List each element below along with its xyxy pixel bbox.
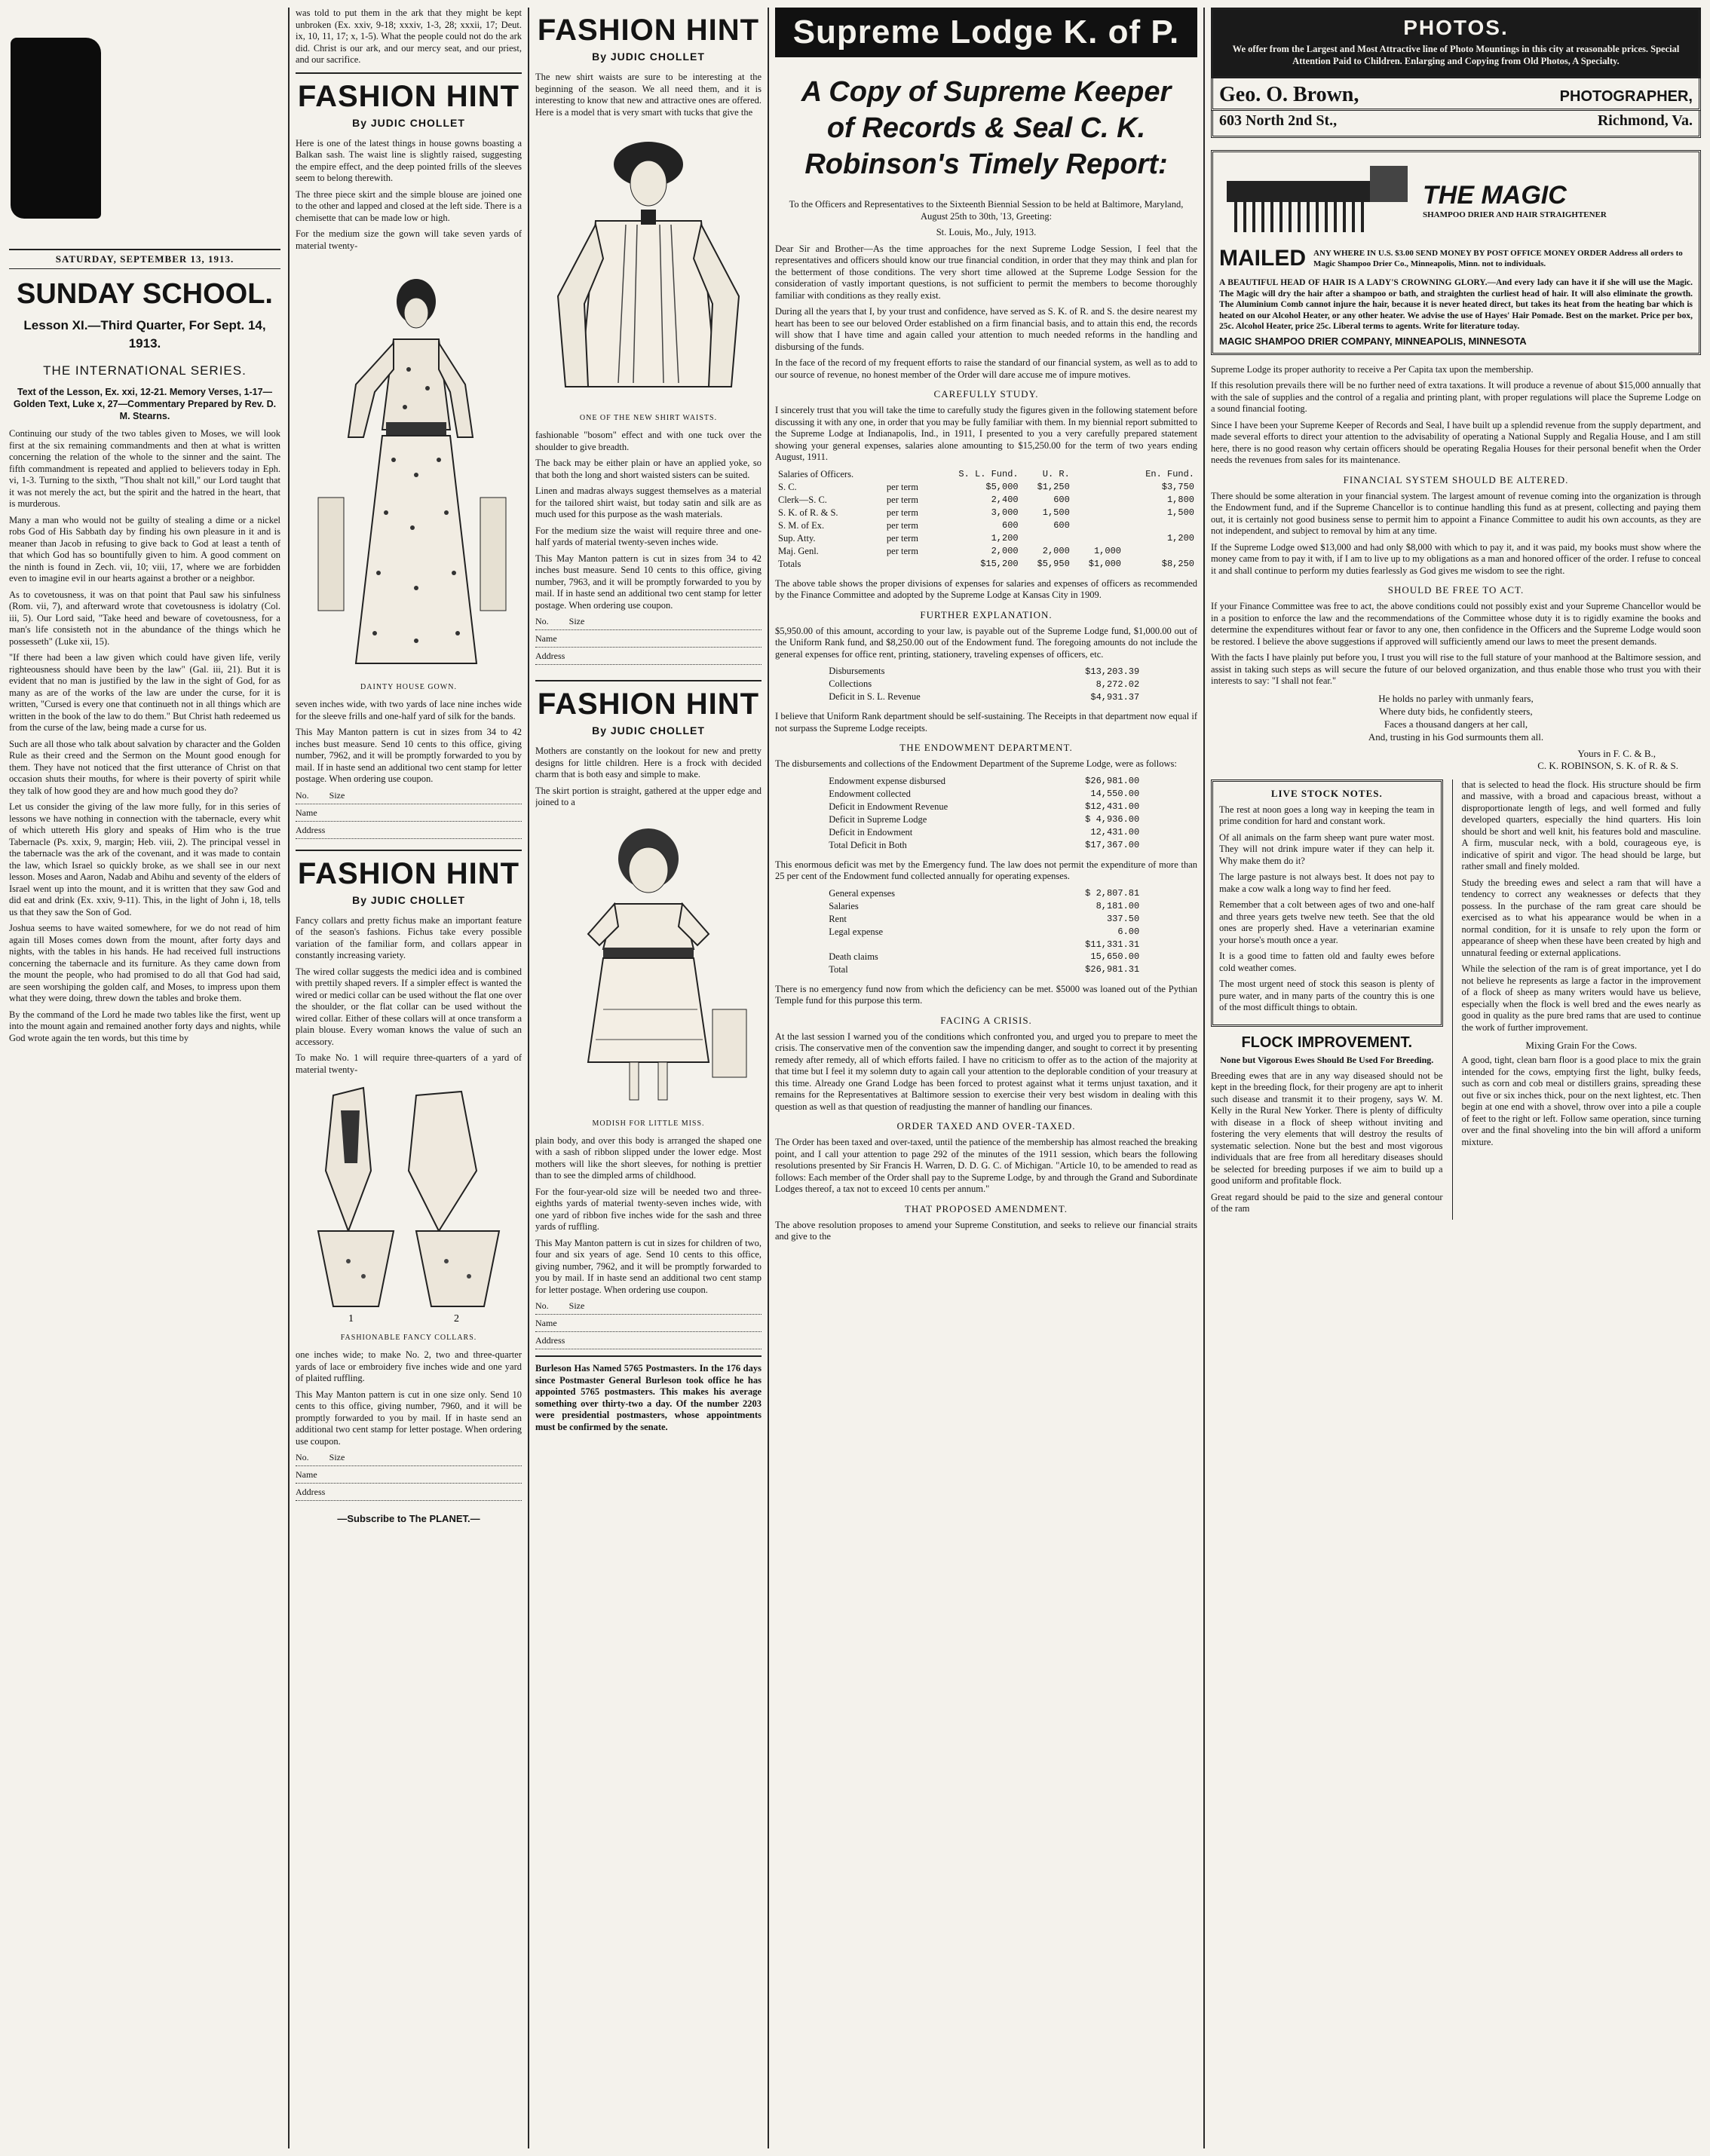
- table-cell: $4,931.37: [1090, 691, 1140, 703]
- table-cell: [1073, 494, 1124, 507]
- paragraph: If this resolution prevails there will be no further need of extra taxations. It will produce a revenue of about $15,000 annually that with the sale of supplies and the control of a regalia and printing plant, with proper regulations will place the Supreme Lodge on a sound financial footing.: [1211, 380, 1701, 414]
- coupon-address-label: Address: [296, 1487, 326, 1497]
- table-row: [775, 532, 1197, 545]
- table-header: U. R.: [1042, 469, 1070, 479]
- table-cell: 2,000: [1042, 546, 1070, 556]
- paragraph: It is a good time to fatten old and faulty ewes before cold weather comes.: [1219, 951, 1435, 973]
- little-miss-frock-illustration: [543, 813, 754, 1115]
- coupon-no-label: No.: [535, 616, 549, 626]
- photographer-city: Richmond, Va.: [1597, 112, 1693, 129]
- table-cell: [1124, 545, 1197, 558]
- table-cell: 12,431.00: [1090, 827, 1140, 838]
- photos-ad-title: PHOTOS.: [1403, 16, 1509, 39]
- table-cell: $11,331.31: [1085, 939, 1140, 950]
- salutation: To the Officers and Representatives to the Sixteenth Biennial Session to be held at Baltimore, Maryland, August 25th to 30th, '13, Greeting:: [789, 199, 1184, 222]
- live-stock-box: [1211, 779, 1443, 1027]
- sunday-school-body: [9, 428, 280, 1044]
- table-cell: $26,981.31: [1085, 964, 1140, 975]
- table-cell: [1073, 519, 1124, 532]
- table-row: [775, 558, 1197, 571]
- table-cell: $26,981.00: [1085, 776, 1140, 786]
- paragraph: The above resolution proposes to amend your Supreme Constitution, and seeks to relieve our financial straits and give to the: [775, 1219, 1197, 1242]
- subscribe-line: —Subscribe to The PLANET.—: [337, 1513, 480, 1524]
- paragraph: The Order has been taxed and over-taxed, until the patience of the membership has almost reached the breaking point, and I call your attention to page 292 of the minutes of the 1911 session, which bears the following resolutions presented by Sir Francis H. Warren, D. D. G. C. of Michigan. "Article 10, to be amended to read as follows: Each member of the Order shall pay to the Supreme Lodge, by and through the Grand and Subordinate Lodges thereof, a tax not to exceed 10 cents per annum.": [775, 1137, 1197, 1194]
- column-rule: [288, 8, 290, 2148]
- paragraph: Fancy collars and pretty fichus make an important feature of the season's fashions. Fichus take every possible variation of the familiar form, and collars appear in constantly increasing variety.: [296, 914, 522, 960]
- table-row: [826, 788, 1142, 801]
- paragraph: Study the breeding ewes and select a ram that will have a tendency to correct any weaknesses or defects that they possess. In the purchase of the ram great care should be exercised as to what his appearance would be when in a normal condition, for it is unsafe to rely upon the form or appearance of sheep when these have been created by high and unnatural feeding or external applications.: [1461, 877, 1701, 958]
- table-cell: $ 4,936.00: [1085, 814, 1140, 825]
- photographer-trade: PHOTOGRAPHER,: [1559, 88, 1693, 105]
- paragraph: At the last session I warned you of the conditions which confronted you, and urged you to prepare to meet the crisis. The conservative men of the convention saw the impending danger, and sought to correct it by presenting remedy after remedy, all of which efforts failed. I have no criticism to offer as to the action of the majority at that time but I feel it my solemn duty to again call your attention to the deplorable condition of your treasury at this time. Already one Grand Lodge has been forced to protest against what it terms unjust taxation, and it remains for the Representatives at Baltimore session to exercise their very best wisdom in dealing with this question as well as that question of readjusting the manner of handling our finances.: [775, 1031, 1197, 1112]
- table-cell: [1073, 507, 1124, 519]
- table-cell: 2,000: [991, 546, 1019, 556]
- table-header-row: [775, 468, 1197, 481]
- paragraph: Great regard should be paid to the size and general contour of the ram: [1211, 1191, 1443, 1214]
- table-cell: 600: [1053, 520, 1070, 531]
- column-right: [1211, 8, 1701, 2148]
- illustration-caption: MODISH FOR LITTLE MISS.: [592, 1119, 705, 1128]
- table-cell: S. M. of Ex.: [778, 519, 825, 531]
- section-heading: THAT PROPOSED AMENDMENT.: [904, 1202, 1068, 1214]
- magic-body: A BEAUTIFUL HEAD OF HAIR IS A LADY'S CROWNING GLORY.—And every lady can have it if she will use the Magic. The Magic will dry the hair after a shampoo or bath, and straighten the curliest head of hair. It will also eliminate the growth. The Aluminium Comb cannot injure the hair, because it is never heated direct, but takes its heat from the heating bar which is heated on our Alcohol Heater, or any other heater. We advise the use of Hayes' Hair Pomade. Best on the market. Price per box, 25c. Alcohol Heater, price 25c. Liberal terms to agents. Write for literature today.: [1219, 278, 1693, 331]
- expense-table: [826, 887, 1142, 976]
- magic-shampoo-ad: [1211, 150, 1701, 355]
- poem-line: Faces a thousand dangers at her call,: [1384, 718, 1528, 730]
- table-cell: Endowment expense disbursed: [829, 775, 946, 786]
- table-cell: Total Deficit in Both: [829, 839, 907, 850]
- photos-ad: [1211, 8, 1701, 78]
- table-cell: 8,272.02: [1096, 678, 1140, 690]
- section-heading: SHOULD BE FREE TO ACT.: [1387, 584, 1525, 596]
- table-row: [775, 494, 1197, 507]
- table-cell: General expenses: [829, 887, 895, 899]
- table-row: [775, 519, 1197, 532]
- poem-line: And, trusting in his God surmounts them all.: [1368, 730, 1544, 743]
- fashion-hint-title: FASHION HINT: [297, 79, 520, 113]
- live-stock-title: LIVE STOCK NOTES.: [1270, 787, 1383, 799]
- paragraph: Linen and madras always suggest themselves as a material for the tailored shirt waist, but today satin and silk are as much used for this purpose as the wash materials.: [535, 485, 762, 519]
- table-cell: $13,203.39: [1085, 666, 1140, 677]
- table-header: S. L. Fund.: [958, 469, 1019, 479]
- paragraph: Supreme Lodge its proper authority to receive a Per Capita tax upon the membership.: [1211, 363, 1534, 375]
- paragraph: seven inches wide, with two yards of lace nine inches wide for the sleeve frills and one-half yard of silk for the bands.: [296, 699, 522, 721]
- illustration-caption: ONE OF THE NEW SHIRT WAISTS.: [579, 414, 718, 422]
- paragraph: If the Supreme Lodge owed $13,000 and had only $8,000 with which to pay it, and it was paid, my books must show where the money came from to pay it with, if I am to live up to my obligations as a man and honored officer of the order. I refuse to conceal it and shall continue to perform my duties fearlessly as God gives me wisdom to see the right.: [1211, 541, 1701, 576]
- paragraph: Breeding ewes that are in any way diseased should not be kept in the breeding flock, for their progeny are apt to inherit such disease and transmit it to their progeny, says W. M. Kelly in the Rural New Yorker. There is plenty of difficulty with disease in a flock of sheep without inviting and fostering the very elements that will destroy the results of systematic selection. None but the best and most vigorous individuals that are free from all hereditary diseases should be selected for breeding purposes if we aim to build up a good uniform and profitable flock.: [1211, 1070, 1443, 1186]
- table-cell: Clerk—S. C.: [778, 494, 827, 505]
- coupon-no-label: No.: [296, 1452, 309, 1462]
- sunday-school-title: SUNDAY SCHOOL.: [17, 278, 273, 310]
- table-cell: S. C.: [778, 481, 797, 492]
- table-cell: $17,367.00: [1085, 840, 1140, 850]
- paragraph: This May Manton pattern is cut in sizes from 34 to 42 inches bust measure. Send 10 cents to this office, giving number, 7962, and it will be promptly forwarded to you by mail. If in haste send an additional two cent stamp for letter postage. When ordering use coupon.: [296, 727, 522, 784]
- table-cell: 337.50: [1106, 914, 1140, 924]
- coupon-name-label: Name: [296, 807, 317, 818]
- paragraph: The disbursements and collections of the Endowment Department of the Supreme Lodge, were as follows:: [775, 758, 1177, 769]
- table-row: [826, 826, 1142, 839]
- paragraph: Continuing our study of the two tables given to Moses, we will look first at the six remaining commandments and then at what is written concerning the relation of the whole to the sinner and the saint. The fifth commandment is repeated and applied to believers today in Eph. vi, 1-3. Turning to the sixth, "Thou shalt not kill," our Lord taught that it was not merely the act, but the spirit and the hatred in the heart, that is murderous.: [9, 428, 280, 509]
- paragraph: fashionable "bosom" effect and with one tuck over the shoulder to give breadth.: [535, 430, 762, 452]
- paragraph: Joshua seems to have waited somewhere, for we do not read of him again till Moses comes down from the mount, after forty days and nights, with the tables in his hands. He had received full instructions concerning the tabernacle and its furniture. As they came down from the mount the people, who had promised to do all that God had said, are seen worshiping the golden calf, and Moses, to impress upon them what they were doing, threw down the tables and broke them.: [9, 923, 280, 1003]
- coupon-address-label: Address: [535, 1335, 565, 1346]
- poem-line: He holds no parley with unmanly fears,: [1378, 692, 1534, 704]
- lesson-heading: Lesson XI.—Third Quarter, For Sept. 14, 1913.: [23, 318, 266, 351]
- sunday-school-continued: was told to put them in the ark that they might be kept unbroken (Ex. xxiv, 9-18; xxxiv, 1-3, 28; xxxii, 17; Deut. ix, 10, 11, 17; x, 1-5). What the people could not do the ark did. Christ is our ark, and our mercy seat, and our priest, and our sacrifice.: [296, 8, 522, 65]
- photographer-block: [1211, 78, 1701, 111]
- column-sunday-school: [9, 8, 280, 2148]
- table-cell: S. K. of R. & S.: [778, 507, 838, 518]
- paragraph: $5,950.00 of this amount, according to your law, is payable out of the Supreme Lodge fund, $1,000.00 out of the Uniform Rank fund, and $8,250.00 out of the Endowment fund. The foregoing amounts do not include the general expenses for office rent, printing, stationery, traveling expenses of officers, etc.: [775, 625, 1197, 660]
- coupon-name-label: Name: [535, 1318, 557, 1328]
- paragraph: Let us consider the giving of the law more fully, for in this series of lessons we have nothing in connection with the tabernacle, every whit of which uttereth His glory and speaks of Him who is the true Tabernacle (Ps. xxix, 9, margin; Heb. viii, 2). The principal vessel in the tabernacle was the ark of the covenant, and it was made to contain the law, which Israel so quickly broke, as we shall see in our next lesson. Moses and Aaron, Nadab and Abihu and seventy of the elders of Israel went up into the mount, and it is written that they saw God and did eat and drink (Ex. xxiv, 9-11). This, in the light of John i, 18, tells us that they saw the Son of God.: [9, 801, 280, 917]
- paragraph: plain body, and over this body is arranged the shaped one with a sash of ribbon slipped under the lower edge. Most mothers will like the short sleeves, for nothing is prettier than to see the dimpled arms of childhood.: [535, 1135, 762, 1181]
- table-cell: Disbursements: [829, 666, 885, 676]
- date-line: SATURDAY, SEPTEMBER 13, 1913.: [9, 249, 280, 269]
- endowment-table: [826, 775, 1142, 852]
- magic-brand: THE MAGIC: [1423, 180, 1567, 210]
- table-row: [826, 665, 1142, 678]
- table-row: [826, 963, 1142, 976]
- section-heading: CAREFULLY STUDY.: [933, 388, 1039, 400]
- paragraph: If your Finance Committee was free to act, the above conditions could not possibly exist and your Supreme Chancellor would be in a position to enforce the law and the recommendations of the Committee whose duty it is to rigidly examine the books and determine the expenditures without fear or favor to any one, then confidence in the Officers and the Supreme Lodge would soon be restored. I believe the above suggestions if approved will sufficiently amend our laws to meet the present demands.: [1211, 601, 1701, 647]
- table-cell: 8,181.00: [1096, 901, 1140, 911]
- table-row: [826, 678, 1142, 691]
- table-header: [884, 468, 934, 481]
- paragraph: The wired collar suggests the medici idea and is combined with prettily shaped revers. If a simpler effect is wanted the wired or medici collar can be used without the flat one over the shoulder, or the flat collar can be used without the wired collar. Either of these collars will at once transform a plain blouse. Every woman knows the value of such an accessory.: [296, 966, 522, 1047]
- table-cell: 1,500: [1166, 507, 1194, 518]
- table-cell: $ 2,807.81: [1085, 888, 1140, 899]
- table-row: [826, 926, 1142, 939]
- section-heading: ORDER TAXED AND OVER-TAXED.: [896, 1120, 1076, 1132]
- coupon-name-label: Name: [296, 1469, 317, 1480]
- paragraph: As to covetousness, it was on that point that Paul saw his sinfulness (Rom. vii, 7), and afterward wrote that covetousness is idolatry (Col. iii, 5). Our Lord said, "Take heed and beware of covetousness, for a man's life consisteth not in the abundance of the things which he possesseth" (Luke xii, 15).: [9, 589, 280, 647]
- table-cell: 15,650.00: [1090, 951, 1140, 962]
- table-cell: Deficit in Endowment Revenue: [829, 801, 948, 812]
- coupon-name-label: Name: [535, 633, 557, 644]
- coupon-no-label: No.: [296, 789, 309, 801]
- paragraph: During all the years that I, by your trust and confidence, have served as S. K. of R. and S. the desire nearest my heart has been to see our beloved Order established on a firm financial basis, and to attain this end, the records will show that I have time and again called your attention to much needed reforms in the handling and disbursing of the funds.: [775, 306, 1197, 352]
- paragraph: The rest at noon goes a long way in keeping the team in prime condition for hard and constant work.: [1219, 804, 1435, 826]
- table-row: [826, 900, 1142, 913]
- paragraph: The back may be either plain or have an applied yoke, so that both the long and short waisted sisters can be suited.: [535, 458, 762, 480]
- table-cell: Deficit in Endowment: [829, 826, 913, 838]
- paragraph: There is no emergency fund now from which the deficiency can be met. $5000 was loaned out of the Pythian Temple fund for this purpose this term.: [775, 983, 1197, 1006]
- coupon-size-label: Size: [329, 789, 345, 801]
- table-cell: $5,000: [985, 482, 1019, 492]
- table-cell: 14,550.00: [1090, 789, 1140, 799]
- paragraph: This May Manton pattern is cut in sizes for children of two, four and six years of age. Send 10 cents to this office, giving number, 7962, and it will be promptly forwarded to you by mail. If in haste send an additional two cent stamp for letter postage. When ordering use coupon.: [535, 1237, 762, 1295]
- signature: C. K. ROBINSON, S. K. of R. & S.: [1537, 759, 1678, 771]
- fashion-byline: By JUDIC CHOLLET: [352, 116, 465, 129]
- paragraph: Since I have been your Supreme Keeper of Records and Seal, I have built up a splendid revenue from the supply department, and made several efforts to direct your attention to the advisability of operating a National Supply and Regalia House, and I am still here, there is no good reason why certain officers should be operating Regalia Houses for their personal benefit when the Order needs the revenues from sales for its maintenance.: [1211, 419, 1701, 465]
- magic-mailed: MAILED: [1219, 246, 1306, 271]
- table-cell: [826, 939, 998, 951]
- table-cell: per term: [886, 494, 918, 505]
- column-rule: [1203, 8, 1205, 2148]
- column-rule: [768, 8, 769, 2148]
- paragraph: There should be some alteration in your financial system. The largest amount of revenue coming into the organization is through the Endowment fund, and if the Supreme Chancellor is to continue handling this fund as at present, collecting and paying them out, it is certainly not good business sense to permit him to appoint a Finance Committee to audit his own accounts, as they are not independent, and subject to removal by him at any time.: [1211, 490, 1701, 536]
- table-cell: $1,000: [1088, 559, 1121, 569]
- flock-subtitle: None but Vigorous Ewes Should Be Used For Breeding.: [1220, 1054, 1434, 1065]
- table-cell: [1073, 481, 1124, 494]
- coupon-size-label: Size: [568, 1300, 585, 1311]
- paragraph: For the four-year-old size will be needed two and three-eighths yards of material twenty-seven inches wide, with one yard of ribbon five inches wide for the sash and three yards of ruffling.: [535, 1186, 762, 1232]
- report-headline: A Copy of Supreme Keeper of Records & Seal C. K. Robinson's Timely Report:: [801, 76, 1172, 180]
- table-row: [826, 801, 1142, 813]
- photographer-address-row: [1211, 111, 1701, 138]
- table-cell: Legal expense: [829, 926, 884, 937]
- fashion-byline: By JUDIC CHOLLET: [592, 51, 705, 63]
- coupon-size-label: Size: [568, 616, 585, 626]
- flock-title: FLOCK IMPROVEMENT.: [1241, 1034, 1413, 1051]
- table-cell: Deficit in S. L. Revenue: [829, 691, 921, 702]
- photographer-name: Geo. O. Brown,: [1219, 83, 1359, 106]
- table-row: [826, 913, 1142, 926]
- coupon: [296, 790, 522, 839]
- photos-ad-text: We offer from the Largest and Most Attractive line of Photo Mountings in this city at reasonable prices. Special Attention Paid to Children. Enlarging and Copying from Old Photos, A Specialty.: [1232, 44, 1680, 66]
- paragraph: With the facts I have plainly put before you, I trust you will rise to the full stature of your manhood at the Baltimore session, and assist in taking such steps as will secure the future of our beloved organization, and thus enable those who trust you with their interests to say: "I shall not fear.": [1211, 652, 1701, 686]
- table-cell: 600: [1002, 520, 1019, 531]
- burleson-note: Burleson Has Named 5765 Postmasters. In the 176 days since Postmaster General Burleson took office he has appointed 5765 postmasters. This makes his average something over thirty-two a day. Of the number 2203 were presidential postmasters, whose appointments must be confirmed by the senate.: [535, 1363, 762, 1432]
- paragraph: To make No. 1 will require three-quarters of a yard of material twenty-: [296, 1052, 522, 1075]
- fashion-hint-title: FASHION HINT: [537, 688, 760, 721]
- paragraph: Of all animals on the farm sheep want pure water most. They will not drink impure water if they can help it. Why make them do it?: [1219, 831, 1435, 866]
- closing: Yours in F. C. & B.,: [1577, 747, 1656, 759]
- table-header: [1073, 468, 1124, 481]
- masthead-ink-blot: [11, 38, 101, 219]
- fancy-collars-illustration: [303, 1080, 514, 1329]
- magic-company: MAGIC SHAMPOO DRIER COMPANY, MINNEAPOLIS, MINNESOTA: [1219, 335, 1527, 347]
- section-heading: FACING A CRISIS.: [940, 1014, 1032, 1026]
- coupon-address-label: Address: [535, 651, 565, 661]
- table-cell: Maj. Genl.: [778, 545, 819, 556]
- paragraph: The above table shows the proper divisions of expenses for salaries and expenses of officers as recommended by the Finance Committee and adopted by the Supreme Lodge at Kansas City in 1909.: [775, 577, 1197, 600]
- salary-table: [775, 468, 1197, 571]
- table-cell: $12,431.00: [1085, 801, 1140, 812]
- shirt-waist-illustration: [543, 123, 754, 409]
- column-fashion-a: [296, 8, 522, 2148]
- paragraph: The most urgent need of stock this season is plenty of pure water, and in many parts of the country this is one of the most difficult things to obtain.: [1219, 978, 1435, 1012]
- report-dateline: St. Louis, Mo., July, 1913.: [936, 227, 1037, 237]
- table-cell: 2,400: [991, 495, 1019, 505]
- table-cell: per term: [886, 532, 918, 544]
- paragraph: This enormous deficit was met by the Emergency fund. The law does not permit the expenditure of more than 25 per cent of the Endowment fund collected annually for operating expenses.: [775, 859, 1197, 881]
- table-cell: Total: [829, 963, 848, 975]
- table-cell: [884, 558, 934, 571]
- column-supreme-lodge: [775, 8, 1197, 2148]
- table-cell: per term: [886, 519, 918, 531]
- fashion-byline: By JUDIC CHOLLET: [352, 893, 465, 906]
- table-cell: Deficit in Supreme Lodge: [829, 813, 927, 825]
- paragraph: Mothers are constantly on the lookout for new and pretty designs for little children. Here is a frock with decided charm that is both easy and simple to make.: [535, 746, 762, 779]
- fashion-hint-title: FASHION HINT: [537, 14, 760, 47]
- table-row: [826, 691, 1142, 703]
- table-cell: 600: [1053, 495, 1070, 505]
- table-cell: $15,200: [980, 559, 1019, 569]
- paragraph: While the selection of the ram is of great importance, yet I do not believe he represents as large a factor in the improvement of a flock of sheep as many writers would have us believe, especially when the flock is well bred and the ewes nearly as good in quality as the pure bred rams that are used to continue the work of further improvement.: [1461, 963, 1701, 1033]
- paragraph: In the face of the record of my frequent efforts to raise the standard of our financial system, as well as to add to our source of revenue, no honest member of the Order will dare accuse me of impure motives.: [775, 357, 1197, 380]
- paragraph: I sincerely trust that you will take the time to carefully study the figures given in the following statement before discussing it with any one, in order that you may be fully familiar with them. In my biennial report submitted to the Supreme Lodge at Indianapolis, Ind., in 1911, I presented to you a very carefully prepared statement showing your general expenses, salaries alone amounting to $15,250.00 for the term of two years ending August, 1911.: [775, 405, 1197, 462]
- table-cell: per term: [886, 545, 918, 556]
- table-row: [775, 507, 1197, 519]
- house-gown-illustration: [303, 256, 514, 678]
- coupon-address-label: Address: [296, 824, 326, 835]
- table-row: [826, 813, 1142, 826]
- coupon: [535, 616, 762, 665]
- paragraph: Remember that a colt between ages of two and one-half and three years gets twelve new teeth. See that the old ones are properly shed. Have a veterinarian examine your horse's mouth once a year.: [1219, 899, 1435, 945]
- table-cell: $3,750: [1161, 482, 1194, 492]
- paragraph: "If there had been a law given which could have given life, verily righteousness should have been by the law" (Gal. iii, 21). But it is evident that no man is justified by the law in the sight of God, for as many as are of the works of the law are under the curse, for it is written, "Cursed is every one that continueth not in all things which are written in the book of the law to do them." But Christ hath redeemed us from the curse of the law, being made a curse for us.: [9, 652, 280, 733]
- table-cell: $8,250: [1161, 559, 1194, 569]
- svg-text:1: 1: [348, 1313, 354, 1325]
- coupon: [535, 1300, 762, 1349]
- table-cell: 6.00: [1117, 926, 1140, 937]
- svg-text:2: 2: [454, 1313, 459, 1325]
- table-header: Salaries of Officers.: [778, 468, 854, 479]
- paragraph: Such are all those who talk about salvation by character and the Golden Rule as their creed and the Sermon on the Mount good enough for them. They have not noticed that the first utterance of Christ on that occasion shuts their mouths, for where is their poverty of spirit while they talk of how good they are and how much good they do?: [9, 738, 280, 796]
- mixing-heading: Mixing Grain For the Cows.: [1525, 1040, 1638, 1051]
- paragraph: By the command of the Lord he made two tables like the first, went up into the mount again and remained another forty days and nights, while God wrote again the ten words, but this time by: [9, 1009, 280, 1043]
- fashion-hint-title: FASHION HINT: [297, 856, 520, 890]
- table-cell: 1,800: [1166, 495, 1194, 505]
- table-cell: 1,000: [1093, 546, 1121, 556]
- table-cell: 1,200: [991, 533, 1019, 544]
- table-cell: Rent: [829, 913, 847, 924]
- table-header: En. Fund.: [1145, 469, 1194, 479]
- table-cell: $1,250: [1037, 482, 1070, 492]
- disbursement-table: [826, 665, 1142, 703]
- paragraph: A good, tight, clean barn floor is a good place to mix the grain intended for the cows, emptying first the light, bulky feeds, such as corn and cob meal or distillers grains, spreading these out five or six inches thick, pour on the next lightest, etc. Then begin at one end with a shovel, throw over into a pile a couple of feet to the right or left. Follow same operation, since turning over and the final shoveling into the bin will afford a uniform mixture.: [1461, 1055, 1701, 1147]
- table-row: [826, 951, 1142, 963]
- magic-mailed-note: ANY WHERE IN U.S. $3.00 SEND MONEY BY POST OFFICE MONEY ORDER Address all orders to Magic Shampoo Drier Co., Minneapolis, Minn. not to individuals.: [1313, 249, 1683, 268]
- table-row: [826, 939, 1142, 951]
- illustration-caption: DAINTY HOUSE GOWN.: [360, 683, 457, 691]
- table-row: [826, 775, 1142, 788]
- paragraph: Dear Sir and Brother—As the time approaches for the next Supreme Lodge Session, I feel that the representatives and officers should know our true financial condition, in order that they may think and plan for the betterment of those conditions. The very short time allowed at the Supreme Lodge Session for the consideration of vastly important questions, is not sufficient to permit the members to become thoroughly familiar with conditions as they really exist.: [775, 243, 1197, 301]
- coupon-size-label: Size: [329, 1452, 345, 1462]
- table-row: [826, 839, 1142, 852]
- paragraph: I believe that Uniform Rank department should be self-sustaining. The Receipts in that department now equal if not surpass the Supreme Lodge receipts.: [775, 711, 1197, 733]
- paragraph: This May Manton pattern is cut in one size only. Send 10 cents to this office, giving number, 7960, and it will be promptly forwarded to you by mail. If in haste send an additional two cent stamp for letter postage. When ordering use coupon.: [296, 1389, 522, 1447]
- table-cell: Sup. Atty.: [778, 532, 816, 544]
- table-cell: per term: [886, 507, 918, 518]
- column-fashion-b: [535, 8, 762, 2148]
- paragraph: The large pasture is not always best. It does not pay to make a cow walk a long way to find her feed.: [1219, 871, 1435, 894]
- paragraph: one inches wide; to make No. 2, two and three-quarter yards of lace or embroidery five inches wide and one yard of plaited ruffling.: [296, 1349, 522, 1383]
- column-rule: [528, 8, 529, 2148]
- table-cell: [1124, 519, 1197, 532]
- photographer-address: 603 North 2nd St.,: [1219, 112, 1338, 129]
- table-cell: 1,500: [1042, 507, 1070, 518]
- supreme-lodge-masthead: Supreme Lodge K. of P.: [775, 8, 1197, 57]
- table-cell: Endowment collected: [829, 788, 911, 799]
- poem: [1211, 692, 1701, 743]
- illustration-caption: FASHIONABLE FANCY COLLARS.: [340, 1334, 477, 1342]
- table-cell: $5,950: [1037, 559, 1070, 569]
- table-row: [775, 545, 1197, 558]
- paragraph: For the medium size the waist will require three and one-half yards of material twenty-seven inches wide.: [535, 525, 762, 547]
- table-row: [775, 481, 1197, 494]
- paragraph: The skirt portion is straight, gathered at the upper edge and joined to a: [535, 785, 762, 807]
- paragraph: Here is one of the latest things in house gowns boasting a Balkan sash. The waist line is slightly raised, suggesting the empire effect, and the deep pointed frills of the sleeves seem to belong therewith.: [296, 137, 522, 183]
- series-heading: THE INTERNATIONAL SERIES.: [43, 363, 247, 378]
- farm-section: [1211, 779, 1701, 1220]
- magic-subtitle: SHAMPOO DRIER AND HAIR STRAIGHTENER: [1423, 210, 1607, 219]
- table-row: [826, 887, 1142, 900]
- table-cell: Totals: [778, 558, 801, 569]
- table-cell: [1022, 532, 1073, 545]
- table-cell: 1,200: [1166, 533, 1194, 544]
- paragraph: This May Manton pattern is cut in sizes from 34 to 42 inches bust measure. Send 10 cents to this office, giving number, 7963, and it will be promptly forwarded to you by mail. If in haste send an additional two cent stamp for letter postage. When ordering use coupon.: [535, 553, 762, 611]
- section-heading: FURTHER EXPLANATION.: [920, 608, 1053, 620]
- table-cell: Death claims: [829, 951, 878, 962]
- table-cell: Collections: [829, 678, 872, 689]
- table-cell: 3,000: [991, 507, 1019, 518]
- paragraph: The new shirt waists are sure to be interesting at the beginning of the season. We all need them, and it is interesting to know that new and attractive ones are offered. Here is a model that is very smart with tucks that give the: [535, 72, 762, 118]
- table-cell: [1073, 532, 1124, 545]
- paragraph: For the medium size the gown will take seven yards of material twenty-: [296, 228, 522, 251]
- coupon-no-label: No.: [535, 1300, 549, 1311]
- paragraph: The three piece skirt and the simple blouse are joined one to the other and lapped and closed at the left side. There is a chemisette that can be made low or high.: [296, 188, 522, 223]
- table-cell: per term: [886, 481, 918, 492]
- comb-icon: [1219, 158, 1415, 241]
- section-heading: FINANCIAL SYSTEM SHOULD BE ALTERED.: [1343, 473, 1569, 485]
- fashion-byline: By JUDIC CHOLLET: [592, 724, 705, 737]
- lesson-text-ref: Text of the Lesson, Ex. xxi, 12-21. Memory Verses, 1-17—Golden Text, Luke x, 27—Commentary Prepared by Rev. D. M. Stearns.: [13, 387, 277, 421]
- poem-line: Where duty bids, he confidently steers,: [1379, 705, 1533, 717]
- coupon: [296, 1452, 522, 1501]
- paragraph: that is selected to head the flock. His structure should be firm and massive, with a broad and capacious breast, without a disproportionate length of legs, and well formed and fully developed quarters, especially the hind quarters. His loin should be short and well knit, his features bold and masculine. A firm, muscular neck, with a bold, courageous eye, is indicative of spirit and vigor. The head should be large, but rather small and finely molded.: [1461, 779, 1701, 871]
- section-heading: THE ENDOWMENT DEPARTMENT.: [899, 742, 1073, 753]
- paragraph: Many a man who would not be guilty of stealing a dime or a nickel robs God of His Sabbath day by finding his own pleasure in it and is meaner than Jacob in refusing to give back to God at least a tenth of that which God has so bountifully given to him. A good comment on the ninth is found in Zech. vii, 10; viii, 17, where we are forbidden even to imagine evil in our hearts against a brother or a neighbor.: [9, 514, 280, 583]
- table-cell: Salaries: [829, 900, 859, 911]
